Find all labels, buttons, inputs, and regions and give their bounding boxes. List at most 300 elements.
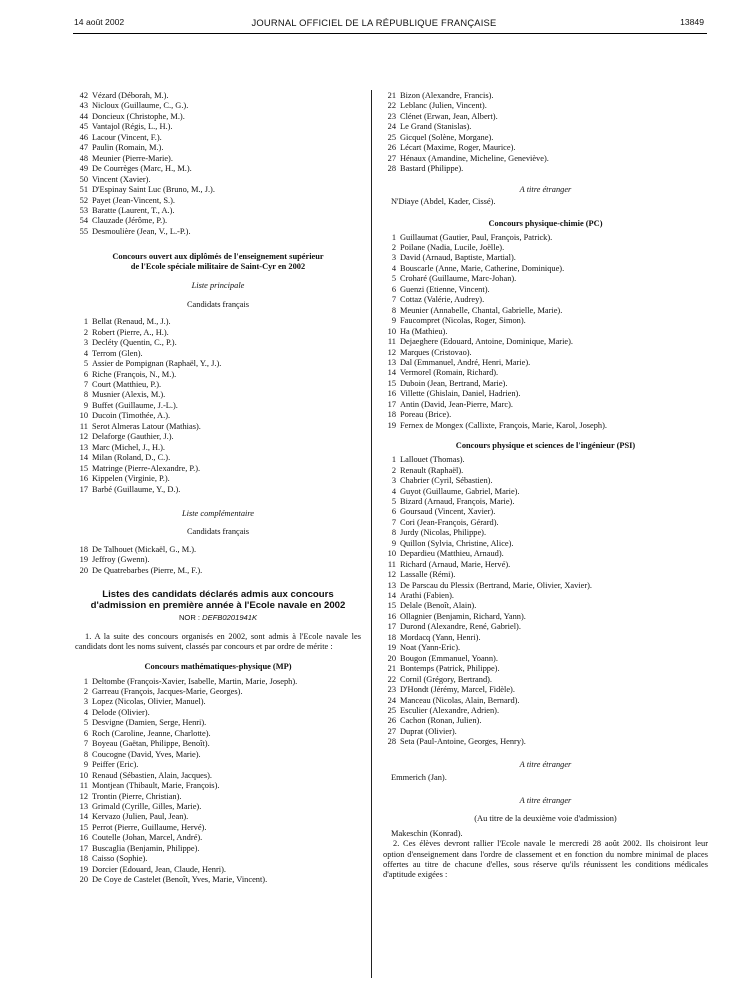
header-rule <box>73 33 707 34</box>
deuxieme-voie-label: (Au titre de la deuxième voie d'admission) <box>474 814 617 824</box>
list-item-number: 18 <box>387 632 396 642</box>
list-item <box>383 316 708 326</box>
list-item-name: De Talhouet (Mickaël, G., M.). <box>92 544 197 554</box>
list-item-name: De Courrèges (Marc, H., M.). <box>92 164 192 174</box>
list-item-number: 13 <box>387 357 396 367</box>
list-item-number: 27 <box>387 153 396 163</box>
list-item <box>75 739 361 749</box>
list-item-number: 25 <box>387 706 396 716</box>
page-header <box>0 17 748 31</box>
list-item-number: 1 <box>391 455 396 465</box>
list-item <box>383 348 708 358</box>
list-item <box>75 359 361 369</box>
list-item-number: 9 <box>83 400 88 410</box>
list-item <box>383 421 708 431</box>
section-title-psi: Concours physique et sciences de l'ingénieur (PSI) <box>455 441 636 451</box>
list-item <box>75 677 361 687</box>
list-item-number: 7 <box>391 517 396 527</box>
list-item-name: Boyeau (Gaëtan, Philippe, Benoît). <box>92 739 210 749</box>
list-item-name: Clénet (Erwan, Jean, Albert). <box>400 111 498 121</box>
section-title-mp: Concours mathématiques-physique (MP) <box>144 661 292 671</box>
etranger-name-2: Emmerich (Jan). <box>391 773 447 783</box>
list-item <box>383 91 708 101</box>
list-item-number: 13 <box>387 580 396 590</box>
list-item-name: Vincent (Xavier). <box>92 174 151 184</box>
etranger-name-1: N'Diaye (Abdel, Kader, Cissé). <box>391 197 496 207</box>
list-item-number: 43 <box>79 101 88 111</box>
list-item-number: 20 <box>387 653 396 663</box>
list-item-number: 3 <box>391 476 396 486</box>
list-item-number: 51 <box>79 185 88 195</box>
list-item-number: 25 <box>387 132 396 142</box>
list-item <box>383 643 708 653</box>
list-item-number: 17 <box>387 622 396 632</box>
list-item-name: Terrom (Glen). <box>92 348 143 358</box>
intro-paragraph: 1. A la suite des concours organisés en 2002, sont admis à l'Ecole navale les candidats dont les noms suivent, classés par concours et par ordre de mérite : <box>75 631 361 652</box>
list-item-name: Mordacq (Yann, Henri). <box>400 632 481 642</box>
list-item <box>75 781 361 791</box>
list-item-name: Vermorel (Romain, Richard). <box>400 368 499 378</box>
list-item-number: 5 <box>391 496 396 506</box>
list-item-name: Cori (Jean-François, Gérard). <box>400 517 499 527</box>
etranger-label-1: A titre étranger <box>519 184 572 194</box>
list-item <box>383 675 708 685</box>
list-item <box>75 401 361 411</box>
list-item <box>383 233 708 243</box>
list-item <box>383 410 708 420</box>
list-item-number: 20 <box>79 875 88 885</box>
list-item-name: Musnier (Alexis, M.). <box>92 390 166 400</box>
list-item <box>383 685 708 695</box>
list-item <box>383 306 708 316</box>
list-item <box>75 196 361 206</box>
list-item <box>75 154 361 164</box>
list-item-number: 10 <box>79 411 88 421</box>
right-column <box>383 91 708 881</box>
list-mp-continued <box>383 91 708 175</box>
list-item-name: Quillon (Sylvia, Christine, Alice). <box>400 538 514 548</box>
list-item-name: Ha (Mathieu). <box>400 326 448 336</box>
list-item <box>75 474 361 484</box>
paragraph-2: 2. Ces élèves devront rallier l'Ecole navale le mercredi 28 août 2002. Ils choisiront leur option d'enseignement dans l'ordre de classement et en fonction du nombre minimal de places offertes au titre de chacune d'elles, sous réserve qu'ils réunissent les conditions médicales d'aptitude exigées : <box>383 839 708 880</box>
list-item <box>383 570 708 580</box>
list-item <box>383 389 708 399</box>
list-item <box>383 591 708 601</box>
list-item <box>75 112 361 122</box>
list-item-number: 11 <box>79 421 88 431</box>
list-item <box>75 317 361 327</box>
list-item-number: 9 <box>391 538 396 548</box>
list-item <box>383 368 708 378</box>
list-item-number: 4 <box>83 707 88 717</box>
list-item-name: Arathi (Fabien). <box>400 591 454 601</box>
list-item-number: 18 <box>387 410 396 420</box>
list-item <box>383 601 708 611</box>
list-item-number: 11 <box>387 337 396 347</box>
list-item-name: Paulin (Romain, M.). <box>92 143 164 153</box>
list-item <box>383 549 708 559</box>
list-item <box>75 216 361 226</box>
list-item-name: Guenzi (Etienne, Vincent). <box>400 284 490 294</box>
list-item <box>75 865 361 875</box>
list-item <box>383 633 708 643</box>
list-item-name: Bizon (Alexandre, Francis). <box>400 91 494 100</box>
list-item-name: Dorcier (Edouard, Jean, Claude, Henri). <box>92 864 226 874</box>
list-item <box>383 133 708 143</box>
list-item-name: Cachon (Ronan, Julien). <box>400 716 482 726</box>
list-item-name: Bellat (Renaud, M., J.). <box>92 317 171 327</box>
list-item <box>75 101 361 111</box>
list-item-name: Deltombe (François-Xavier, Isabelle, Martin, Marie, Joseph). <box>92 676 298 686</box>
list-item-number: 4 <box>391 486 396 496</box>
list-item-number: 47 <box>79 143 88 153</box>
list-item <box>75 411 361 421</box>
list-item-number: 15 <box>79 463 88 473</box>
list-item-number: 6 <box>391 284 396 294</box>
list-item-name: Esculier (Alexandre, Adrien). <box>400 706 500 716</box>
list-item-number: 22 <box>387 101 396 111</box>
list-item-number: 10 <box>387 326 396 336</box>
list-item-name: Antin (David, Jean-Pierre, Marc). <box>400 399 514 409</box>
list-item <box>75 802 361 812</box>
list-item-name: Poilane (Nadia, Lucile, Joëlle). <box>400 242 505 252</box>
list-item <box>383 264 708 274</box>
list-item-number: 9 <box>83 760 88 770</box>
list-item-number: 6 <box>391 507 396 517</box>
list-item <box>75 875 361 885</box>
candidats-francais-label: Candidats français <box>186 299 250 309</box>
list-item <box>75 133 361 143</box>
list-item-number: 11 <box>79 781 88 791</box>
list-item-name: Bouscarle (Anne, Marie, Catherine, Dominique). <box>400 263 565 273</box>
list-item-number: 5 <box>391 274 396 284</box>
list-item-number: 17 <box>79 484 88 494</box>
list-item <box>383 154 708 164</box>
list-item <box>75 453 361 463</box>
list-item <box>75 792 361 802</box>
list-item <box>383 101 708 111</box>
list-complementaire <box>75 545 361 576</box>
list-item <box>75 771 361 781</box>
list-item <box>383 518 708 528</box>
list-item <box>75 708 361 718</box>
list-item <box>383 122 708 132</box>
list-item-number: 42 <box>79 91 88 100</box>
list-item-number: 23 <box>387 685 396 695</box>
list-item-number: 15 <box>387 378 396 388</box>
list-item <box>75 566 361 576</box>
list-item <box>383 622 708 632</box>
list-item-number: 28 <box>387 737 396 747</box>
list-item <box>383 466 708 476</box>
list-item-number: 8 <box>391 305 396 315</box>
list-item-number: 7 <box>83 739 88 749</box>
list-item-number: 46 <box>79 132 88 142</box>
list-item-number: 27 <box>387 726 396 736</box>
list-item-number: 48 <box>79 153 88 163</box>
liste-principale-label: Liste principale <box>191 281 245 291</box>
list-item-number: 4 <box>391 263 396 273</box>
list-item-name: Goursaud (Vincent, Xavier). <box>400 507 496 517</box>
list-item-number: 19 <box>79 555 88 565</box>
list-item-name: Delode (Olivier). <box>92 707 150 717</box>
list-item <box>383 337 708 347</box>
nor-label: NOR : <box>178 613 201 623</box>
list-item-name: Lallouet (Thomas). <box>400 455 465 465</box>
list-item-name: Baratte (Laurent, T., A.). <box>92 205 175 215</box>
list-item-name: De Parscau du Plessix (Bertrand, Marie, Olivier, Xavier). <box>400 580 592 590</box>
candidats-francais-label-2: Candidats français <box>186 527 250 537</box>
list-item <box>383 716 708 726</box>
section-title-saint-cyr-line1: Concours ouvert aux diplômés de l'enseignement supérieur <box>112 252 324 262</box>
list-item-name: Doncieux (Christophe, M.). <box>92 111 185 121</box>
list-item <box>75 464 361 474</box>
list-item-name: Montjean (Thibault, Marie, François). <box>92 781 220 791</box>
list-item-number: 24 <box>387 122 396 132</box>
list-item-number: 16 <box>387 389 396 399</box>
list-mp <box>75 677 361 886</box>
list-item-name: Robert (Pierre, A., H.). <box>92 327 169 337</box>
list-item <box>383 455 708 465</box>
list-item-number: 8 <box>83 749 88 759</box>
list-item-name: Croharé (Guillaume, Marc-Johan). <box>400 274 517 284</box>
list-item <box>383 528 708 538</box>
list-item-number: 14 <box>387 591 396 601</box>
list-item-name: Roch (Caroline, Jeanne, Charlotte). <box>92 728 211 738</box>
etranger-name-3: Makeschin (Konrad). <box>391 828 463 838</box>
list-item <box>383 476 708 486</box>
list-psi <box>383 455 708 748</box>
list-item-number: 1 <box>83 676 88 686</box>
list-item-name: Duboin (Jean, Bertrand, Marie). <box>400 378 508 388</box>
list-item-name: Kervazo (Julien, Paul, Jean). <box>92 812 189 822</box>
list-item <box>75 555 361 565</box>
header-title: JOURNAL OFFICIEL DE LA RÉPUBLIQUE FRANÇAISE <box>251 17 497 28</box>
list-item-number: 15 <box>79 822 88 832</box>
list-item <box>75 370 361 380</box>
list-item-number: 18 <box>79 544 88 554</box>
list-item-number: 13 <box>79 442 88 452</box>
list-item <box>383 379 708 389</box>
list-item-number: 14 <box>79 812 88 822</box>
list-item <box>75 164 361 174</box>
list-item-name: Poreau (Brice). <box>400 410 452 420</box>
list-item-number: 10 <box>79 770 88 780</box>
list-item <box>75 185 361 195</box>
list-item-name: Court (Matthieu, P.). <box>92 379 162 389</box>
list-item <box>75 422 361 432</box>
list-item-name: Chabrier (Cyril, Sébastien). <box>400 476 493 486</box>
list-item-name: Durond (Alexandre, René, Gabriel). <box>400 622 521 632</box>
list-item-name: De Coye de Castelet (Benoît, Yves, Marie, Vincent). <box>92 875 268 885</box>
list-item-number: 52 <box>79 195 88 205</box>
list-item-name: Fernex de Mongex (Callixte, François, Marie, Karol, Joseph). <box>400 420 607 430</box>
list-item <box>383 664 708 674</box>
etranger-label-3: A titre étranger <box>519 795 572 805</box>
list-item <box>383 706 708 716</box>
list-item-name: Meunier (Annabelle, Chantal, Gabrielle, Marie). <box>400 305 563 315</box>
list-item-name: Marques (Cristovao). <box>400 347 472 357</box>
list-item-name: Delaforge (Gauthier, J.). <box>92 432 174 442</box>
list-item-name: Barbé (Guillaume, Y., D.). <box>92 484 181 494</box>
list-item-name: Buffet (Guillaume, J.-L.). <box>92 400 178 410</box>
list-item <box>383 274 708 284</box>
list-item <box>383 143 708 153</box>
list-item-number: 2 <box>391 242 396 252</box>
list-item-number: 7 <box>83 379 88 389</box>
list-item <box>383 327 708 337</box>
list-item-name: Lacour (Vincent, F.). <box>92 132 162 142</box>
list-item-number: 2 <box>83 687 88 697</box>
list-item-name: Grimald (Cyrille, Gilles, Marie). <box>92 802 202 812</box>
list-item <box>383 285 708 295</box>
list-item-number: 9 <box>391 316 396 326</box>
list-item <box>75 443 361 453</box>
page-number: 13849 <box>680 17 704 27</box>
list-item <box>75 823 361 833</box>
list-item-name: David (Arnaud, Baptiste, Martial). <box>400 253 516 263</box>
list-item-name: Lécart (Maxime, Roger, Maurice). <box>400 143 516 153</box>
list-item <box>75 432 361 442</box>
list-item-name: Riche (François, N., M.). <box>92 369 177 379</box>
section-title-saint-cyr-line2: de l'Ecole spéciale militaire de Saint-Cyr en 2002 <box>130 262 306 272</box>
list-item-name: Desvigne (Damien, Serge, Henri). <box>92 718 207 728</box>
list-item-name: De Quatrebarbes (Pierre, M., F.). <box>92 565 203 575</box>
list-item-number: 3 <box>391 253 396 263</box>
list-item-name: Jeffroy (Gwenn). <box>92 555 150 565</box>
list-item-name: D'Hondt (Jérémy, Marcel, Fidèle). <box>400 685 515 695</box>
list-item <box>75 122 361 132</box>
list-item <box>75 854 361 864</box>
list-item-number: 1 <box>83 317 88 327</box>
list-item <box>383 696 708 706</box>
list-item-name: Marc (Michel, J., H.). <box>92 442 166 452</box>
list-item-name: Depardieu (Matthieu, Arnaud). <box>400 549 504 559</box>
list-item-number: 16 <box>79 474 88 484</box>
list-item-number: 20 <box>79 565 88 575</box>
list-item-number: 23 <box>387 111 396 121</box>
list-item <box>75 844 361 854</box>
list-item <box>75 175 361 185</box>
list-item-name: Kippelen (Virginie, P.). <box>92 474 170 484</box>
list-item-number: 19 <box>387 643 396 653</box>
list-item-number: 26 <box>387 716 396 726</box>
list-item-number: 17 <box>79 843 88 853</box>
list-item-number: 50 <box>79 174 88 184</box>
list-item-name: Vantajol (Régis, L., H.). <box>92 122 173 132</box>
list-item <box>383 295 708 305</box>
list-item <box>75 390 361 400</box>
list-item-number: 6 <box>83 369 88 379</box>
list-item <box>75 380 361 390</box>
list-item <box>383 612 708 622</box>
list-item-name: Bontemps (Patrick, Philippe). <box>400 664 500 674</box>
list-item-name: Gicquel (Solène, Morgane). <box>400 132 494 142</box>
list-item-number: 11 <box>387 559 396 569</box>
list-item <box>75 338 361 348</box>
list-item <box>383 737 708 747</box>
list-item-name: Jurdy (Nicolas, Philippe). <box>400 528 487 538</box>
list-item-number: 10 <box>387 549 396 559</box>
list-item <box>383 727 708 737</box>
list-item-name: D'Espinay Saint Luc (Bruno, M., J.). <box>92 185 215 195</box>
list-item-number: 12 <box>387 570 396 580</box>
list-item-name: Matringe (Pierre-Alexandre, P.). <box>92 463 201 473</box>
list-item-number: 19 <box>387 420 396 430</box>
list-item <box>75 206 361 216</box>
list-item-name: Serot Almeras Latour (Mathias). <box>92 421 201 431</box>
list-item <box>383 560 708 570</box>
liste-complementaire-label: Liste complémentaire <box>181 508 255 518</box>
list-item-number: 16 <box>79 833 88 843</box>
list-item <box>383 654 708 664</box>
list-item <box>383 487 708 497</box>
list-item <box>75 143 361 153</box>
list-item-number: 2 <box>391 465 396 475</box>
list-item-number: 24 <box>387 695 396 705</box>
list-item-name: Payet (Jean-Vincent, S.). <box>92 195 175 205</box>
list-item-name: Coucogne (David, Yves, Marie). <box>92 749 201 759</box>
list-item-name: Coutelle (Johan, Marcel, André). <box>92 833 203 843</box>
list-item-name: Assier de Pompignan (Raphaël, Y., J.). <box>92 359 222 369</box>
list-item <box>75 750 361 760</box>
list-item-number: 26 <box>387 143 396 153</box>
list-item <box>383 507 708 517</box>
list-item <box>75 687 361 697</box>
header-date: 14 août 2002 <box>74 17 125 27</box>
list-item <box>75 812 361 822</box>
list-item-number: 22 <box>387 674 396 684</box>
list-item-name: Vézard (Déborah, M.). <box>92 91 169 100</box>
list-item-number: 14 <box>79 453 88 463</box>
list-item <box>75 545 361 555</box>
list-item-number: 16 <box>387 611 396 621</box>
list-item-number: 18 <box>79 854 88 864</box>
list-item-number: 14 <box>387 368 396 378</box>
list-item <box>383 253 708 263</box>
column-divider <box>371 90 372 978</box>
list-item <box>75 697 361 707</box>
list-item-name: Delale (Benoît, Alain). <box>400 601 477 611</box>
list-item <box>383 400 708 410</box>
list-item-number: 28 <box>387 164 396 174</box>
list-item <box>383 164 708 174</box>
list-item-name: Dal (Emmanuel, André, Henri, Marie). <box>400 357 531 367</box>
list-item-number: 49 <box>79 164 88 174</box>
list-item-number: 7 <box>391 295 396 305</box>
list-item-number: 5 <box>83 718 88 728</box>
list-item-name: Buscaglia (Benjamin, Philippe). <box>92 843 200 853</box>
list-item <box>75 328 361 338</box>
list-item-name: Lopez (Nicolas, Olivier, Manuel). <box>92 697 206 707</box>
list-item <box>75 833 361 843</box>
main-title-line1: Listes des candidats déclarés admis aux concours <box>102 589 334 601</box>
list-item-number: 12 <box>79 432 88 442</box>
list-item-name: Renaud (Sébastien, Alain, Jacques). <box>92 770 213 780</box>
list-item-number: 21 <box>387 664 396 674</box>
list-item-name: Ollagnier (Benjamin, Richard, Yann). <box>400 611 526 621</box>
list-item-name: Duprat (Olivier). <box>400 726 457 736</box>
list-item <box>383 112 708 122</box>
list-item-number: 4 <box>83 348 88 358</box>
list-item-name: Bougon (Emmanuel, Yoann). <box>400 653 498 663</box>
list-item-name: Hénaux (Amandine, Micheline, Geneviève). <box>400 153 549 163</box>
list-item <box>75 91 361 101</box>
list-item-name: Caisso (Sophie). <box>92 854 148 864</box>
list-item-number: 2 <box>83 327 88 337</box>
list-item-name: Peiffer (Eric). <box>92 760 139 770</box>
list-item <box>383 358 708 368</box>
